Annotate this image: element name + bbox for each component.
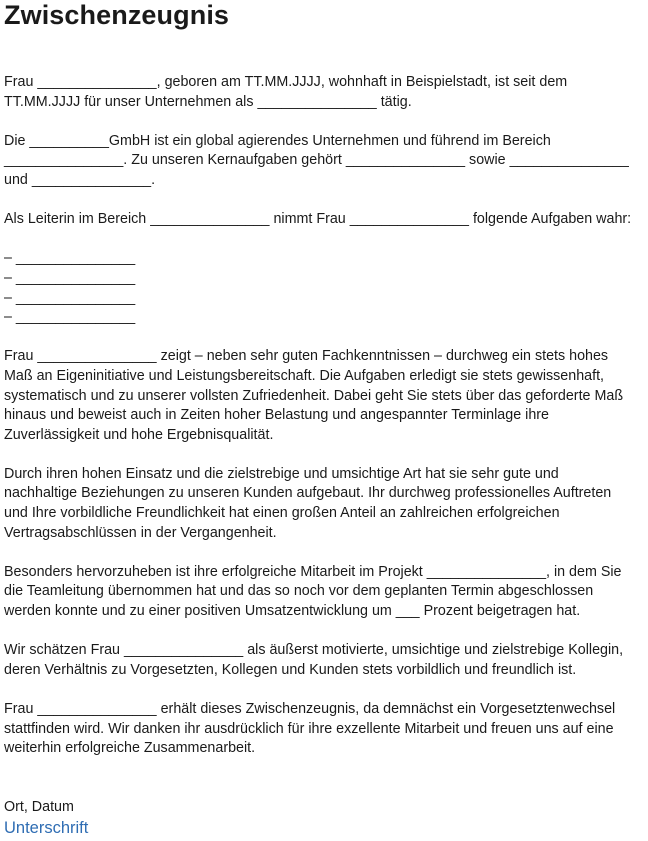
- task-list-item: – _______________: [4, 250, 136, 267]
- document-title: Zwischenzeugnis: [4, 0, 230, 30]
- place-date: Ort, Datum: [4, 798, 74, 815]
- task-list-item: – _______________: [4, 289, 136, 306]
- intro-paragraph: Frau _______________, geboren am TT.MM.JJJJ, wohnhaft in Beispielstadt, ist seit dem TT.MM.JJJJ für unser Unternehmen als _______________ tätig.: [4, 74, 568, 110]
- project-paragraph: Besonders hervorzuheben ist ihre erfolgreiche Mitarbeit im Projekt _______________, in dem Sie die Teamleitung übernommen hat und das so noch vor dem geplanten Termin abgeschlossen werden konnte und zu einer positiven Umsatzentwicklung um ___ Prozent beigetragen hat.: [4, 563, 622, 620]
- task-list-item: – _______________: [4, 309, 136, 326]
- customer-relations-paragraph: Durch ihren hohen Einsatz und die zielstrebige und umsichtige Art hat sie sehr gute und nachhaltige Beziehungen zu unseren Kunden aufgebaut. Ihr durchweg professionelles Auftreten und Ihre vorbildliche Freundlichkeit hat einen großen Anteil an zahlreichen erfolgreichen Vertragsabschlüssen in der Vergangenheit.: [4, 465, 612, 541]
- closing-paragraph: Frau _______________ erhält dieses Zwischenzeugnis, da demnächst ein Vorgesetztenwechsel stattfinden wird. Wir danken ihr ausdrücklich für ihre exzellente Mitarbeit und freuen uns auf eine weiterhin erfolgreiche Zusammenarbeit.: [4, 701, 616, 757]
- task-list: [4, 249, 644, 327]
- company-paragraph: Die __________GmbH ist ein global agierendes Unternehmen und führend im Bereich _______________. Zu unseren Kernaufgaben gehört _______________ sowie _______________ und _______________.: [4, 132, 629, 188]
- signature-line: Unterschrift: [4, 819, 89, 838]
- tasks-intro-paragraph: Als Leiterin im Bereich _______________ nimmt Frau _______________ folgende Aufgaben wahr:: [4, 211, 632, 228]
- performance-paragraph: Frau _______________ zeigt – neben sehr guten Fachkenntnissen – durchweg ein stets hohes Maß an Eigeninitiative und Leistungsbereitschaft. Die Aufgaben erledigt sie stets gewissenhaft, systematisch und zu unserer vollsten Zufriedenheit. Dabei geht Sie stets über das geforderte Maß hinaus und beweist auch in Zeiten hoher Belastung und angespannter Terminlage ihre Zuverlässigkeit und hohe Ergebnisqualität.: [4, 348, 624, 443]
- appreciation-paragraph: Wir schätzen Frau _______________ als äußerst motivierte, umsichtige und zielstrebige Kollegin, deren Verhältnis zu Vorgesetzten, Kollegen und Kunden stets vorbildlich und freundlich ist.: [4, 642, 624, 678]
- task-list-item: – _______________: [4, 269, 136, 286]
